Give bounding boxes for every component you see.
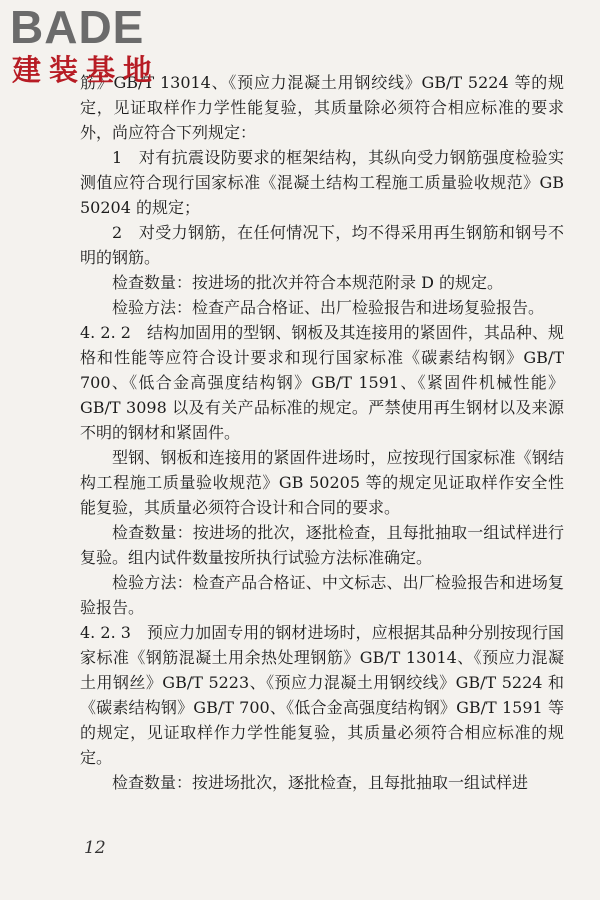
page-number: 12: [84, 838, 106, 858]
paragraph-continuation: 筋》GB/T 13014、《预应力混凝土用钢绞线》GB/T 5224 等的规定，见证取样作力学性能复验，其质量除必须符合相应标准的要求外，尚应符合下列规定：: [80, 73, 564, 142]
paragraph-inspection-method-2: 检验方法：检查产品合格证、中文标志、出厂检验报告和进场复验报告。: [80, 573, 564, 617]
paragraph-steel-entry: 型钢、钢板和连接用的紧固件进场时，应按现行国家标准《钢结构工程施工质量验收规范》GB 50205 等的规定见证取样作安全性能复验，其质量必须符合设计和合同的要求。: [80, 448, 564, 517]
paragraph-inspection-quantity-3: 检查数量：按进场批次，逐批检查，且每批抽取一组试样进: [112, 773, 529, 792]
paragraph-item-2: 2 对受力钢筋，在任何情况下，均不得采用再生钢筋和钢号不明的钢筋。: [80, 223, 564, 267]
logo-brand: BADE: [10, 1, 145, 53]
clause-4-2-3: 4. 2. 3 预应力加固专用的钢材进场时，应根据其品种分别按现行国家标准《钢筋混凝土用余热处理钢筋》GB/T 13014、《预应力混凝土用钢丝》GB/T 5223、《预应力混凝土用钢绞线》GB/T 5224 和《碳素结构钢》GB/T 700、《低合金高强度结构钢》GB/T 1591 等的规定，见证取样作力学性能复验，其质量必须符合相应标准的规定。: [80, 623, 564, 767]
paragraph-item-1: 1 对有抗震设防要求的框架结构，其纵向受力钢筋强度检验实测值应符合现行国家标准《混凝土结构工程施工质量验收规范》GB 50204 的规定；: [80, 148, 564, 217]
logo-subtitle: 建装基地: [12, 53, 161, 87]
clause-4-2-2: 4. 2. 2 结构加固用的型钢、钢板及其连接用的紧固件，其品种、规格和性能等应符合设计要求和现行国家标准《碳素结构钢》GB/T 700、《低合金高强度结构钢》GB/T 1591、《紧固件机械性能》GB/T 3098 以及有关产品标准的规定。严禁使用再生钢材以及来源不明的钢材和紧固件。: [80, 323, 564, 442]
document-body: [80, 70, 564, 795]
paragraph-inspection-quantity: 检查数量：按进场的批次并符合本规范附录 D 的规定。: [112, 273, 504, 292]
logo: [10, 1, 180, 94]
paragraph-inspection-method: 检验方法：检查产品合格证、出厂检验报告和进场复验报告。: [112, 298, 545, 317]
paragraph-inspection-quantity-2: 检查数量：按进场的批次，逐批检查，且每批抽取一组试样进行复验。组内试件数量按所执行试验方法标准确定。: [80, 523, 564, 567]
